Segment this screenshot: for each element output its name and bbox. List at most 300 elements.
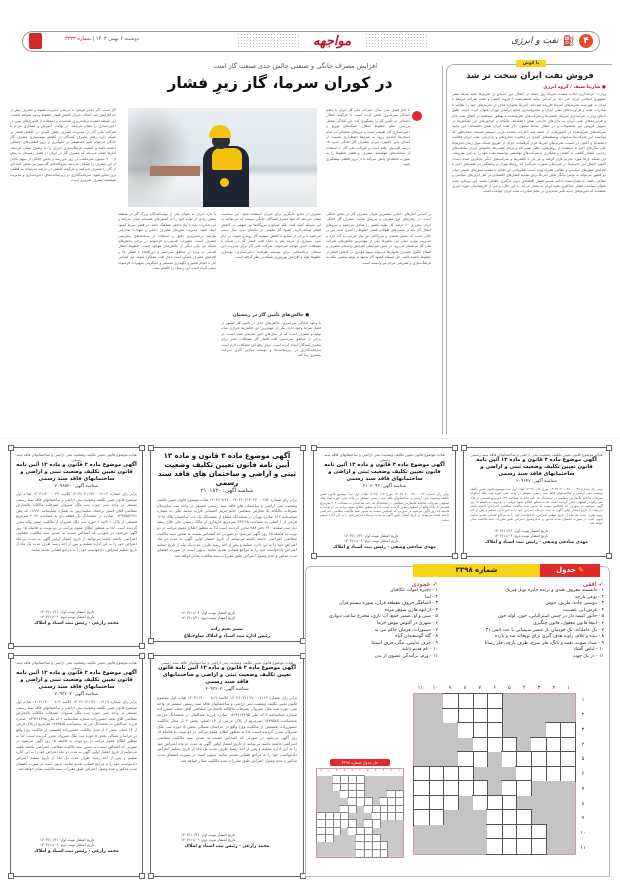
crossword-block: [414, 825, 429, 840]
solution-cell: [364, 828, 372, 835]
legal-notice: [150, 447, 304, 642]
solution-cell: [356, 828, 364, 835]
solution-cell: [364, 798, 372, 805]
solution-block: [380, 791, 388, 798]
check-icon: ✓: [596, 580, 604, 588]
logo-text: مواجهه: [310, 34, 354, 49]
row-number: ۸: [581, 800, 585, 807]
solution-column-number: ۴: [372, 769, 380, 776]
notice-kicker: هیات موضوع قانون تعیین تکلیف وضعیت ثبتی اراضی و ساختمانهای فاقد سند رسمی: [470, 452, 603, 457]
crossword-block: [473, 810, 488, 825]
article-column-2: [221, 212, 321, 432]
column-number: ۱۱: [417, 685, 424, 691]
column-numbers: [413, 685, 576, 691]
notice-date-1: تاریخ انتشار نوبت اول: ۱۴۰۳/۱۰/۲۲: [344, 534, 399, 538]
crossword-cell[interactable]: [560, 767, 575, 782]
solution-cell: [387, 791, 395, 798]
crossword-grid: [413, 693, 576, 855]
crossword-cell[interactable]: [473, 752, 488, 767]
row-number: ۷: [581, 785, 585, 792]
crossword-cell[interactable]: [429, 781, 444, 796]
notice-id: شناسه آگهی: ۲۰۹۶۴۷: [516, 479, 557, 484]
crossword-block: [531, 810, 546, 825]
solution-block: [333, 835, 341, 842]
solution-cell: [356, 791, 364, 798]
solution-cell: [372, 820, 380, 827]
crossword-block: [560, 781, 575, 796]
crossword-cell[interactable]: [560, 723, 575, 738]
crossword-block: [443, 752, 458, 767]
crossword-cell[interactable]: [458, 781, 473, 796]
crossword-block: [560, 709, 575, 724]
column-number: ۸: [463, 685, 467, 691]
crossword-cell[interactable]: [414, 781, 429, 796]
row-number: ۶: [581, 771, 585, 778]
notice-body: برابر رای شماره ۱۴۰۳۶۰۳۱۱۹۹۰۰۰۷۱۱۴ کلاسه ۱۴۰۳۱۱۴۰۰۰۰۳۹ هیات اول موضوع قانون تعیین تکلیف وضعیت ثبتی اراضی و ساختمانهای فاقد سند رسمی مستقر در واحد ثبتی حوزه ثبت ملک شیروان تصرفات مالکانه بلامعارض متقاضی آقای اصغر براتصاد سلیمان‌پور به شماره شناسنامه ۱۸۹۹۱ کد ملی ۰۸۲۹۹۵۵۲۳۸۱ صادره در ششدانگ یک قطعه باغ به مساحت ۳۰۶۲ مترمربع قسمتی از پلاک ۱ ناحیه ۴ حوزه ثبت ملک شیروان از مالکیت حسن واله محرز گردیده است. لذا به منظور اطلاع عموم مراتب در دو نوبت به فاصله ۱۵ روز آگهی می‌شود در صورتی که اشخاص نسبت به صدور سند مالکیت متقاضی اعتراضی داشته باشند می‌توانند از تاریخ انتشار اولین آگهی به مدت دو ماه اعتراض خود را به این اداره تسلیم و پس از اخذ رسید ظرف مدت یک ماه از تاریخ تسلیم اعتراض، دادخواست خود را به مراجع قضایی تقدیم نمایند.: [16, 492, 137, 552]
crossword-block: [414, 709, 429, 724]
crossword-cell[interactable]: [487, 709, 502, 724]
clue-item: ۴ - غرش ابر، عصبیت: [562, 607, 604, 613]
solution-block: [333, 791, 341, 798]
crossword-cell[interactable]: [473, 723, 488, 738]
crossword-block: [502, 767, 517, 782]
solution-block: [325, 784, 333, 791]
row-number: ۳: [581, 726, 585, 733]
article-column-1: بر اساس آمارهای داخلی، بیشترین میزان مصرف گاز در بخش خانگی است. در زمان‌های اوج مصرف و سرمای شدید، مصرف گاز خانگی ایران بیش از ۶۰ درصد کل تولید کشور را شامل می‌شود و نیروهای انتقال گاز باید در مسیرهای طولانی فشار خطوط را کنترل کنند. این در حالی است که بخش صنعتی و نیروگاهی نیز نیاز مبرمی به گاز دارد و مدیریت توازن میان این بخش‌ها یکی از مهم‌ترین چالش‌های شرکت ملی گاز به شمار می‌رود. در چنین شرایطی افزایش راندمان مصرف و اصلاح الگوی مصرف خانوارها می‌تواند سهم مؤثری در کاهش فشار بر خطوط داشته باشد. حل مسئله کمبود گاز نه‌تنها به تولید بیشتر، بلکه به فرهنگ‌سازی و همراهی مردم نیز وابسته است.: [326, 212, 431, 265]
paper-logo-icon: [29, 33, 42, 49]
frame-corner: [452, 445, 458, 451]
clue-item: ۱ - دانشمند معروف هندی و برنده جایزه نوبل فیزیک: [505, 588, 604, 593]
clue-item: ۵ - جانور کیسه دار در جنس استرالیایی، خون، لوله خون: [497, 614, 604, 620]
crossword-cell[interactable]: [458, 752, 473, 767]
notice-id: شناسه آگهی: ۲۱۰۱۸۲۰: [200, 488, 254, 494]
frame-corner: [606, 553, 612, 559]
solution-cell: [372, 806, 380, 813]
crossword-cell[interactable]: [502, 781, 517, 796]
crossword-cell[interactable]: [458, 694, 473, 709]
crossword-block: [487, 752, 502, 767]
crossword-cell[interactable]: [487, 839, 502, 854]
crossword-block: [429, 738, 444, 753]
solution-block: [372, 828, 380, 835]
solution-block: [372, 798, 380, 805]
crossword-cell[interactable]: [429, 810, 444, 825]
solution-block: [317, 776, 325, 783]
solution-block: [340, 798, 348, 805]
legal-notice: [150, 655, 304, 877]
crossword-cell[interactable]: [429, 767, 444, 782]
frame-corner: [311, 445, 317, 451]
solution-cell: [325, 820, 333, 827]
crossword-block: [560, 810, 575, 825]
notice-date-1: تاریخ انتشار نوبت اول: ۱۴۰۳/۱۰/۲۲: [494, 529, 549, 533]
notice-body: برابر رای شماره ۱۴۰۳۶۰۳۱۱۹۹۰۰۰۷۱۱۹ کلاسه ۱۴۰۳۱۱۴۰۰۰۰۸۱۹ هیات اول موضوع قانون تعیین تکلیف وضعیت ثبتی اراضی و ساختمانهای فاقد سند رسمی مستقر در واحد ثبتی حوزه ثبت ملک شیروان تصرفات مالکانه بلامعارض متقاضی آقای نجف حسین‌زاده شماره شناسنامه ۲ کد ملی ۰۸۳۹۶۱۴۴۹۵ صادره فرزند عبدالعلی در ششدانگ مزرعه به‌مساحت ۱۸۷۹۵۸۵ مترمربع از پلاک فرعی از ۱۳ اصلی بخش ۴ از محل مالکیت حسین‌زاده (قسمتی از مالکیت وی) واقع در خراسان شمالی بخش ۵ حوزه ثبت ملک شیروان محرز گردیده است. لذا به منظور اطلاع عموم مراتب در دو نوبت به فاصله ۱۵ روز آگهی می‌شود در صورتی که اشخاص نسبت به صدور سند مالکیت متقاضی اعتراضی داشته باشند می‌توانند از تاریخ انتشار اولین آگهی به مدت دو ماه اعتراض خود را به این اداره تسلیم و پس از اخذ رسید ظرف مدت یک ماه از تاریخ تسلیم اعتراض دادخواست خود را به مراجع قضایی تقدیم نمایند. بدیهی است در صورت انقضای مدت مذکور و عدم وصول اعتراض طبق مقررات سند مالکیت صادر خواهد شد.: [16, 700, 137, 772]
notice-title: آگهی موضوع ماده ۳ قانون و ماده ۱۳ آئین نامه قانون تعیین تکلیف وضعیت ثبتی و اراضی و ساختمانهای فاقد سند رسمی: [158, 665, 296, 685]
crossword-cell[interactable]: [560, 752, 575, 767]
solution-block: [372, 791, 380, 798]
crossword-cell[interactable]: [443, 694, 458, 709]
solution-block: [348, 850, 356, 857]
solution-cell: [340, 820, 348, 827]
solution-column-number: ۱۰: [325, 769, 333, 776]
crossword-block: [443, 839, 458, 854]
article-kicker: افزایش مصرف خانگی و صنعتی چالش جدی صنعت گاز است: [212, 62, 378, 70]
down-list: [310, 588, 438, 661]
solution-block: [356, 806, 364, 813]
solution-cell: [364, 835, 372, 842]
clue-item: ۱۰ - نام قدیم تایلند: [401, 647, 438, 653]
crossword-block: [458, 839, 473, 854]
across-heading: [442, 580, 604, 588]
crossword-cell[interactable]: [516, 839, 531, 854]
crossword-cell[interactable]: [458, 767, 473, 782]
column-number: ۵: [508, 685, 511, 691]
row-number: ۴: [581, 741, 585, 748]
crossword-block: [443, 810, 458, 825]
notice-date-2: تاریخ انتشار نوبت دوم: ۱۴۰۳/۱۱/۰۶: [494, 534, 549, 538]
pencil-icon: ✎: [575, 566, 584, 574]
crossword-cell[interactable]: [502, 796, 517, 811]
solution-block: [395, 850, 403, 857]
crossword-cell[interactable]: [516, 825, 531, 840]
clue-item: ۵ - سبن و او، ضمیر جمع، آب تازی، مخترع ساعت دیواری: [329, 614, 438, 620]
crossword-block: [458, 738, 473, 753]
crossword-cell[interactable]: [487, 723, 502, 738]
crossword-block: [473, 839, 488, 854]
row-number: ۹: [581, 815, 585, 822]
solution-column-number: ۲: [387, 769, 395, 776]
crossword-block: [473, 825, 488, 840]
crossword-cell[interactable]: [516, 767, 531, 782]
solution-block: [333, 842, 341, 849]
notice-signer: مهدی صادقی وصفی - رئیس ثبت اسناد و املاک: [333, 545, 436, 550]
crossword-block: [429, 825, 444, 840]
clue-item: ۴ - از ابهه هارن شوهر مرده: [384, 607, 438, 613]
clue-item: ۸ - گله گوسفندان گیاه: [395, 634, 438, 640]
notice-body: برابر رای شماره ۱۴۰۳۶۰۳۱۳۰۲۳۰۰۰۴۵۲ - ۱۴۰۳/۰۹/۱۷ هیات موضوع قانون تعیین تکلیف وضعیت ثبتی اراضی و ساختمان های فاقد سند رسمی مستقر در واحد ثبت ساوجبلاغ تصرفات مالکانه بلا معارض متقاضی خانم مریم کسمانی فرزند محمد علی به شماره شناسنامه ۹۱۲ صادره تهران در ششدانگ مشاع از ششدانگ یک باب ساختمان پلاک ۱۲۶۸ فرعی از ۱ اصلی به مساحت ۲۹۳/۶۵ مترمربع خریداری از مالک رسمی علی فلاح پیشه ذیل ثبت صفحه ۳۱۰ دفتر ۷۸۸ محرز گردیده است لذا به منظور اطلاع عموم مراتب در دو نوبت به فاصله ۱۵ روز آگهی می‌شود در صورتی که اشخاص نسبت به صدور سند مالکیت متقاضی اعتراضی داشته باشند می‌توانند از تاریخ انتشار اولین آگهی به مدت دو ماه اعتراض خود را به این اداره تسلیم و پس از اخذ رسید ظرف مدت یک ماه از تاریخ تسلیم اعتراض دادخواست خود را به مراجع قضایی تقدیم نمایند. بدیهی است در صورت انقضای مدت مذکور و عدم وصول اعتراض طبق مقررات سند مالکیت صادر خواهد شد.: [157, 497, 297, 558]
solution-cell: [395, 813, 403, 820]
crossword-cell[interactable]: [546, 738, 561, 753]
crossword-cell[interactable]: [531, 767, 546, 782]
crossword-block: [546, 825, 561, 840]
solution-cell: [356, 842, 364, 849]
across-clues: [442, 580, 604, 661]
solution-cell: [364, 806, 372, 813]
crossword-cell[interactable]: [473, 796, 488, 811]
solution-block: [380, 776, 388, 783]
solution-cell: [340, 813, 348, 820]
sidebar-title[interactable]: فروش نفت ایران سخت تر شد: [466, 71, 594, 81]
crossword-cell[interactable]: [487, 796, 502, 811]
notice-title: آگهی موضوع ماده ۳ قانون و ماده ۱۳ آئین نامه قانون تعیین تکلیف وضعیت ثبتی و اراضی و ساختمانهای فاقد سند رسمی: [16, 670, 137, 690]
frame-corner: [300, 445, 306, 451]
solution-cell: [387, 813, 395, 820]
clue-item: ۲ - نوعی پارچه: [575, 594, 604, 600]
notice-date-2: تاریخ انتشار نوبت دوم: ۱۴۰۳/۱۱/۰۶: [181, 838, 236, 842]
solution-block: [325, 798, 333, 805]
helmet: [209, 125, 231, 138]
crossword-cell[interactable]: [502, 839, 517, 854]
crossword-block: [502, 694, 517, 709]
solution-cell: [380, 850, 388, 857]
crossword-block: [560, 796, 575, 811]
solution-cell: [372, 835, 380, 842]
crossword-cell[interactable]: [414, 767, 429, 782]
building: [150, 166, 200, 176]
crossword-block: [443, 723, 458, 738]
notice-title: آگهی موضوع ماده ۳ قانون و ماده ۱۳ آیین نامه قانون تعیین تکلیف وضعیت ثبتی و اراضی و ساختمان های فاقد سند رسمی: [157, 452, 297, 487]
solution-cell: [387, 806, 395, 813]
crossword-cell[interactable]: [560, 738, 575, 753]
crossword-cell[interactable]: [531, 738, 546, 753]
pattern-left: [237, 33, 299, 47]
crossword-block: [546, 709, 561, 724]
crossword-cell[interactable]: [516, 752, 531, 767]
page-number: ۴: [579, 34, 593, 48]
column-number: ۹: [448, 685, 452, 691]
issue-number: شماره ۳۳۳۳: [65, 36, 91, 42]
solution-block: [348, 813, 356, 820]
solution-cell: [333, 813, 341, 820]
down-title: عمودی: [411, 580, 431, 588]
sidebar-kicker: با کوش: [516, 60, 546, 67]
crossword-block: [531, 709, 546, 724]
notice-body: برابر رای شماره ۱۴۰۳۶۰۳۰۰۰۴۸۰۰۰۰۳۱ مورخ ۱۴۰۳/۱۰/۱۲ هیات اول ثبت موضوع قانون تعیین تکلیف وضعیت ثبتی اراضی و ساختمانهای فاقد سند رسمی مستقر در واحد ثبتی حوزه ثبت ملک اصفهان تصرفات مالکانه بلامعارض متقاضی در ششدانگ یک باب خانه به مساحت ۱۴۳ مترمربع قسمتی از پلاک ثبتی واقع در اصفهان محرز گردیده است. لذا به منظور اطلاع عموم مراتب در دو نوبت به فاصله ۱۵ روز آگهی می‌شود در صورتی که اشخاص نسبت به صدور سند مالکیت متقاضی اعتراضی داشته باشند می‌توانند از تاریخ انتشار اولین آگهی به مدت دو ماه اعتراض خود را به این اداره تسلیم و پس از اخذ رسید ظرف مدت یک ماه از تاریخ تسلیم اعتراض، دادخواست خود را به مراجع قضایی تقدیم نمایند. بدیهی است در صورت انقضای مدت مذکور و عدم وصول اعتراض طبق مقررات سند مالکیت صادر خواهد شد.: [470, 487, 603, 526]
solution-block: [395, 828, 403, 835]
clue-item: ۳ - دوستی جاده، طریق، خوش: [545, 601, 604, 607]
crossword-cell[interactable]: [487, 738, 502, 753]
clue-item: ۷ - دستورات، فرمان حاکم می نه: [374, 627, 438, 633]
solution-block: [348, 842, 356, 849]
crossword-cell[interactable]: [531, 752, 546, 767]
solution-block: [387, 842, 395, 849]
solution-block: [387, 835, 395, 842]
notice-kicker: هیات موضوع قانون تعیین تکلیف وضعیت ثبتی اراضی و ساختمانهای فاقد سند رسمی: [16, 452, 137, 462]
crossword-cell[interactable]: [531, 825, 546, 840]
solution-block: [340, 842, 348, 849]
solution-cell: [325, 813, 333, 820]
solution-column-number: ۸: [340, 769, 348, 776]
crossword-cell[interactable]: [516, 810, 531, 825]
frame-corner: [8, 653, 14, 659]
notice-body: برابر رای شماره ۱۴۰۳۶۰۳۰۰۰۴۸۰۰۰۰۳۲ مورخ ۱۴۰۳/۱۰/۱۲ هیات اول ثبت موضوع قانون تعیین تکلیف وضعیت ثبتی اراضی و ساختمانهای فاقد سند رسمی مستقر در واحد ثبتی حوزه ثبت ملک اصفهان تصرفات مالکانه بلامعارض متقاضی در ششدانگ یک باب ساختمان به مساحت ۲۰۴ مترمربع قسمتی از پلاک واقع در اصفهان محرز گردیده است. لذا به منظور اطلاع عموم مراتب در دو نوبت به فاصله ۱۵ روز آگهی می‌شود در صورتی که اشخاص نسبت به صدور سند مالکیت متقاضی اعتراضی داشته باشند می‌توانند از تاریخ انتشار اولین آگهی به مدت دو ماه اعتراض خود را به این اداره تسلیم نمایند.: [320, 492, 449, 522]
solution-cell: [372, 813, 380, 820]
legal-notice: [10, 655, 143, 877]
frame-corner: [139, 445, 145, 451]
clue-item: ۷ - یک عاملیانه، یک خودمان باز عنصر شیمیایی با عدد اتمی ۳۱: [485, 627, 604, 633]
down-clues: [310, 580, 438, 661]
solution-block: [356, 813, 364, 820]
notice-signer: مهدی صادقی وصفی - رئیس ثبت اسناد و املاک: [485, 540, 588, 545]
column-number: ۶: [493, 685, 496, 691]
crossword-cell[interactable]: [443, 796, 458, 811]
crossword-block: [458, 796, 473, 811]
notice-signer: رئیس اداره ثبت اسناد و املاک ساوجبلاغ: [183, 634, 271, 639]
solution-block: [348, 835, 356, 842]
crossword-cell[interactable]: [473, 738, 488, 753]
solution-block: [364, 791, 372, 798]
crossword-block: [414, 752, 429, 767]
newspaper-logo[interactable]: [285, 31, 379, 51]
frame-corner: [139, 643, 145, 649]
frame-corner: [148, 873, 154, 879]
crossword-block: [502, 709, 517, 724]
crossword-cell[interactable]: [546, 752, 561, 767]
sidebar-body: وزارت خزانه‌داری ایالات متحده آمریکا روز جمعه از اعمال دور جدیدی از تحریم‌ها علیه شبکه نفتی جمهوری اسلامی ایران خبر داد. بر اساس بیانیه منتشرشده ۹ فروند کشتی و هفت شرکت مرتبط با ایران به فهرست تحریم‌های آمریکا افزوده شده‌اند. آمریکا همواره هدف از تحریم‌های خود را مقابله با صادرات نفت و فرآورده‌های نفتی ایران و محدودسازی منابع درآمدی تهران عنوان کرده است. طبق ادعای وزارت خزانه‌داری آمریکا، کشتی‌ها و شرکت‌های تحریم‌شده با بهطور مستقیم در انتقال نفت خام و فرآورده‌های نفتی ایران به بازارهای خارجی نقش داشته‌اند. مالکان و اپراتورهای این نفتکش‌ها در تسهیل فروش این محصولات و در انتقال صدها میلیون دلار نفت ایران نقش داشته‌اند. این بیانیه شرکت‌های تحریم‌شده در کشورهایی از جمله هند، امارات متحده عربی مستقر هستند. همان‌طور که پیداست این شرکت‌ها به‌عنوان واسطه‌های کلیدی در زنجیره حمل‌ونقل و بازاریابی نفت ایران فعالیت داشته‌اند و اکنون در لیست تحریم‌های آمریکا قرار گرفته‌اند. ایران از طریق شبکه موی زمان تحریم‌ها طی سال‌های اخیر با استفاده از روش‌هایی نظیر تغییر نام و پرچم کشتی‌ها، خاموش کردن سامانه‌های ردیابی، انتقال کشتی به کشتی و همکاری با شرکت‌های پوششی توانسته نفت خود را به چین بفروشد. این شبکه بارها مورد تحریم قرار گرفته و هر بار با کشتی‌ها و شرکت‌های دیگر جایگزین شده است. اکنون اعمال این تحریم‌ها در شرایطی صورت می‌گیرد که روابط تهران و واشنگتن در هفته‌های اخیر با افزایش تنش‌های سیاسی و نظامی همراه بوده است. همزمانی این اقدام با تشدید تنش‌های امنیتی میان دو کشور می‌تواند به نوعی بیانگر تلاش آمریکا برای تشدید فشارهای اقتصادی در کنار ابزارهای سیاسی و نظامی باشد. با نشان‌دهنده ادامه مسیر فشار اقتصادی بدون درگیری نظامی باشد. این رویکرد تحت عنوان سیاست فشار حداکثری علیه ایران به شمار می‌آید. با این حال، برخی از کارشناسان حوزه انرژی معتقدند که تحریم‌های جدید تأثیر محدودی بر حجم صادرات نفت ایران خواهد داشت.: [452, 92, 606, 194]
solution-cell: [348, 776, 356, 783]
crossword-block: [473, 767, 488, 782]
crossword-block: [546, 839, 561, 854]
article-headline[interactable]: در کوران سرما، گاز زیرِ فشار: [167, 74, 393, 92]
crossword-cell[interactable]: [473, 694, 488, 709]
solution-block: [317, 842, 325, 849]
crossword-cell[interactable]: [487, 694, 502, 709]
solution-cell: [340, 784, 348, 791]
check-icon: ✓: [430, 580, 438, 588]
crossword-block: [414, 839, 429, 854]
solution-cell: [380, 813, 388, 820]
solution-block: [380, 828, 388, 835]
crossword-cell[interactable]: [458, 723, 473, 738]
crossword-cell[interactable]: [473, 709, 488, 724]
crossword-cell[interactable]: [429, 796, 444, 811]
solution-cell: [340, 806, 348, 813]
notice-date-2: تاریخ انتشار نوبت دوم: ۱۴۰۳/۱۱/۰۶: [344, 539, 399, 543]
crossword-cell[interactable]: [516, 781, 531, 796]
solution-grid: [316, 768, 404, 858]
clue-item: ۱۱ - در یک جهت: [572, 653, 604, 659]
crossword-block: [546, 796, 561, 811]
row-numbers: [578, 693, 588, 855]
solution-cell: [348, 828, 356, 835]
column-number: ۳: [537, 685, 541, 691]
solution-cell: [348, 791, 356, 798]
solution-block: [387, 828, 395, 835]
solution-block: [325, 791, 333, 798]
frame-corner: [606, 445, 612, 451]
solution-column-number: ۹: [333, 769, 341, 776]
solution-cell: [333, 828, 341, 835]
notice-date-2: تاریخ انتشار نوبت دوم: ۱۴۰۳/۱۱/۰۶: [40, 843, 95, 847]
clue-item: ۱۱ - ورم، برآمدگی عضوی از بدن: [374, 653, 438, 659]
solution-block: [387, 776, 395, 783]
clue-item: ۹ - حرف تدلیس، مگر، حرف استثنا: [371, 640, 438, 646]
solution-cell: [387, 798, 395, 805]
solution-cell: [364, 842, 372, 849]
solution-column-number: ۷: [348, 769, 356, 776]
notice-date-1: تاریخ انتشار نوبت اول: ۱۴۰۳/۱۰/۲۱: [181, 833, 236, 837]
crossword-cell[interactable]: [443, 781, 458, 796]
frame-corner: [8, 445, 14, 451]
crossword-block: [414, 694, 429, 709]
solution-cell: [333, 776, 341, 783]
solution-cell: [364, 820, 372, 827]
crossword-number: شماره ۳۳۹۸: [413, 564, 540, 577]
notice-signer: محمد زارعی - رئیس ثبت اسناد و املاک: [184, 844, 270, 849]
section-divider: [0, 438, 620, 439]
solution-column-number: ۶: [356, 769, 364, 776]
solution-block: [325, 806, 333, 813]
solution-block: [340, 850, 348, 857]
solution-cell: [317, 828, 325, 835]
solution-cell: [380, 842, 388, 849]
solution-cell: [372, 842, 380, 849]
solution-cell: [395, 806, 403, 813]
notice-id: شناسه آگهی: ۲۰۹۳۶۰۲: [54, 692, 99, 697]
oil-drop-icon: ⛽: [562, 35, 575, 47]
solution-block: [317, 784, 325, 791]
down-heading: [310, 580, 438, 588]
notice-title: آگهی موضوع ماده ۳ قانون و ماده ۱۳ آئین نامه قانون تعیین تکلیف وضعیت ثبتی و اراضی و ساختمانهای فاقد سند رسمی: [16, 462, 137, 482]
crossword-block: [429, 752, 444, 767]
crossword-block: [531, 796, 546, 811]
crossword-block: [560, 839, 575, 854]
solution-block: [317, 850, 325, 857]
solution-block: [317, 791, 325, 798]
crossword-cell[interactable]: [487, 825, 502, 840]
solution-cell: [317, 820, 325, 827]
crossword-cell[interactable]: [546, 723, 561, 738]
frame-corner: [148, 653, 154, 659]
clue-item: ۶ - اینجا قانون معقول، قانون چنگیزی: [533, 620, 604, 626]
row-number: ۱: [581, 697, 585, 704]
crossword-cell[interactable]: [502, 738, 517, 753]
pattern-right: [365, 33, 427, 47]
crossword-cell[interactable]: [502, 752, 517, 767]
crossword-block: [458, 825, 473, 840]
crossword-cell[interactable]: [502, 825, 517, 840]
crossword-cell[interactable]: [546, 767, 561, 782]
solution-column-number: ۱: [395, 769, 403, 776]
legal-notice: [313, 447, 456, 557]
solution-block: [395, 835, 403, 842]
crossword-block: [531, 781, 546, 796]
column-number: ۱: [567, 685, 570, 691]
crossword-cell[interactable]: [502, 810, 517, 825]
notice-id: شناسه آگهی: ۲۱۰۲۰۹۳: [362, 484, 407, 489]
across-title: افقی: [582, 580, 597, 588]
solution-column-number: ۳: [380, 769, 388, 776]
crossword-cell[interactable]: [458, 709, 473, 724]
solution-cell: [356, 835, 364, 842]
crossword-block: [546, 781, 561, 796]
article-column-3: با دارد. ایران به عنوان یکی از تولیدکنندگان بزرگ گاز در منطقه بخش زیادی از تولید خود را به کشورهای همسایه صادر می‌کند و این صادرات باید با نیاز داخلی هماهنگ باشد. در فصل سرما کمبود ایجاد شود، مدیریت هم‌زمان مصرف داخلی و تعهدات صادراتی نیازمند برنامه‌ریزی دقیق و استفاده از سامانه‌های پیش‌بینی مصرف است. تجهیزات قدیمی و فرسوده در برخی بخش‌های شبکه نیز یکی دیگر از چالش‌های موجود است. خطوط انتقال قدیمی به ویژه در مناطق سردسیر و دورافتاده با فشار بالا و افزایش مصرف ممکن است دچار افت عملکرد شوند. نیز کمدمی کار با انجام تعمیر و نگهداری مستمر و جایگزینی تجهیزات فرسوده سعی کرده است این ریسک را کاهش دهد.: [118, 212, 216, 271]
solution-cell: [356, 798, 364, 805]
crossword-cell[interactable]: [473, 781, 488, 796]
crossword-block: [516, 796, 531, 811]
crossword-block: [487, 781, 502, 796]
legal-notice: [463, 447, 610, 557]
solution-cell: [348, 784, 356, 791]
worker-vest: [212, 148, 242, 170]
crossword-cell[interactable]: [443, 709, 458, 724]
clue-item: ۲ - ابدا: [424, 594, 438, 600]
solution-column-number: ۱۱: [317, 769, 325, 776]
sidebar-byline: ● سارینا سیف / گروه انرژی: [543, 85, 606, 90]
crossword-cell[interactable]: [414, 810, 429, 825]
clue-item: ۳ - الصاقگر حروف مقطعه قرآن، سوره بیستم قرآن: [338, 601, 438, 607]
crossword-cell[interactable]: [443, 767, 458, 782]
crossword-cell[interactable]: [531, 839, 546, 854]
crossword-cell[interactable]: [487, 810, 502, 825]
crossword-cell[interactable]: [414, 796, 429, 811]
notice-date-2: تاریخ انتشار نوبت دوم: ۱۴۰۳/۱۱/۲۱: [181, 616, 236, 620]
solution-cell: [348, 806, 356, 813]
issue-date: دوشنبه ۶ بهمن ۱۴۰۳: [95, 36, 139, 42]
solution-block: [325, 850, 333, 857]
frame-corner: [461, 445, 467, 451]
clue-item: ۸ - بنده و غلام، زاویه هدف گیری برای توپخانه صد و یازده: [494, 634, 604, 640]
